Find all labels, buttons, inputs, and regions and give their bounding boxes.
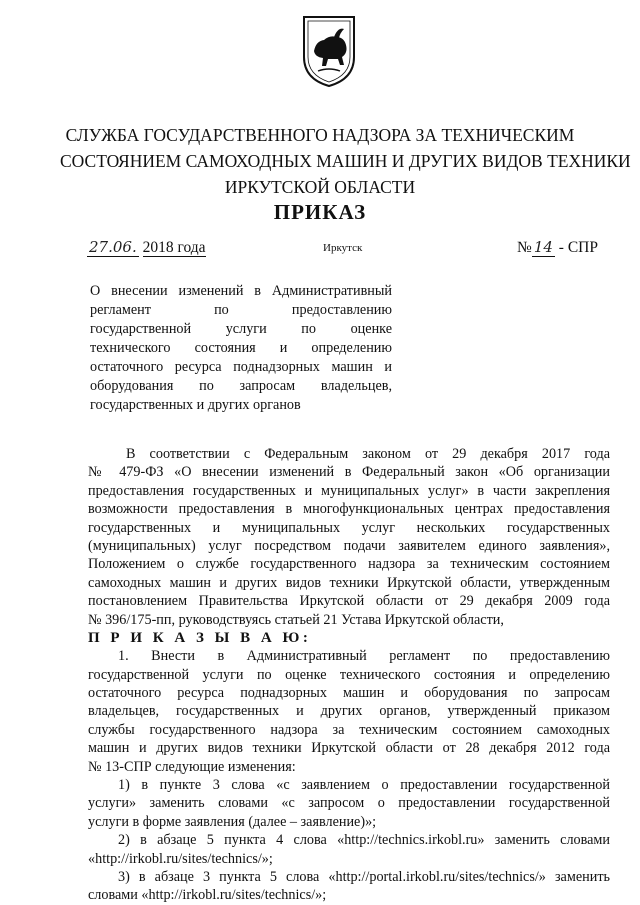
body-line: государственных и муниципальных услуг нескольких государственных (88, 519, 610, 536)
handwritten-date: 27.06. (89, 238, 137, 256)
body-line: предоставления государственных и муниципальных услуг» в части закрепления (88, 482, 610, 499)
agency-line: СОСТОЯНИЕМ САМОХОДНЫХ МАШИН И ДРУГИХ ВИДОВ ТЕХНИКИ (60, 151, 631, 171)
order-line: владельцев, государственных и других органов, утвержденный приказом (88, 703, 610, 720)
agency-line: ИРКУТСКОЙ ОБЛАСТИ (224, 177, 416, 197)
body-line: Положением о службе государственного надзора за техническим состоянием (88, 556, 610, 573)
coat-of-arms-emblem (300, 13, 358, 89)
order-line: 1. Внести в Административный регламент по предоставлению (118, 648, 610, 665)
body-line: № 396/175-пп, руководствуясь статьей 21 Устава Иркутской области, (88, 611, 504, 628)
body-line: возможности предоставления в многофункциональных центрах предоставления (88, 501, 610, 518)
subject-line: государственных и других органов (90, 397, 301, 413)
subject-line: регламент по предоставлению (90, 302, 392, 318)
orders-heading (88, 629, 610, 647)
body-line: самоходных машин и других видов техники Иркутской области, утвержденным (88, 574, 610, 591)
number-prefix: № (517, 239, 532, 256)
order-subject (90, 282, 392, 415)
number-suffix: - СПР (558, 239, 598, 256)
order-line: 3) в абзаце 3 пункта 5 слова «http://portal.irkobl.ru/sites/technics/» заменить (118, 868, 610, 885)
subject-line: остаточного ресурса поднадзорных машин и (90, 359, 392, 375)
order-line: словами «http://irkobl.ru/sites/technics/»; (88, 887, 327, 904)
order-line: службы государственного надзора за техническим состоянием самоходных (88, 721, 610, 738)
subject-line: О внесении изменений в Административный (90, 283, 392, 299)
agency-name (60, 122, 631, 200)
order-line: 2) в абзаце 5 пункта 4 слова «http://technics.irkobl.ru» заменить словами (118, 832, 610, 849)
document-type-title: ПРИКАЗ (273, 200, 367, 224)
body-line: постановлением Правительства Иркутской области от 29 декабря 2009 года (88, 593, 610, 610)
order-line: «http://irkobl.ru/sites/technics/»; (88, 850, 273, 867)
order-line: услуги» заменить словами «с запросом о предоставлении государственной (88, 795, 610, 812)
order-line: № 13-СПР следующие изменения: (88, 758, 296, 775)
subject-line: государственной услуги по оценке (90, 321, 392, 337)
order-line: услуги в форме заявления (далее – заявление)»; (88, 813, 377, 830)
agency-line: СЛУЖБА ГОСУДАРСТВЕННОГО НАДЗОРА ЗА ТЕХНИЧЕСКИМ (65, 125, 575, 145)
order-line: 1) в пункте 3 слова «с заявлением о предоставлении государственной (118, 777, 610, 794)
order-date (87, 238, 206, 257)
order-line: машин и других видов техники Иркутской области от 28 декабря 2012 года (88, 740, 610, 757)
subject-line: технического состояния и определению (90, 340, 392, 356)
body-line: В соответствии с Федеральным законом от 29 декабря 2017 года (126, 446, 610, 462)
handwritten-number: 14 (533, 238, 553, 256)
order-body (88, 445, 610, 905)
order-line: государственной услуги по оценке технического состояния и определению (88, 666, 610, 683)
body-line: (муниципальных) услуг посредством подачи заявителем единого заявления», (88, 537, 610, 554)
body-line: № 479-ФЗ «О внесении изменений в Федеральный закон «Об организации (88, 464, 610, 481)
order-line: остаточного ресурса поднадзорных машин и оборудования по запросам (88, 685, 610, 702)
date-year: 2018 года (142, 239, 206, 256)
subject-line: оборудования по запросам владельцев, (90, 378, 392, 394)
order-number (517, 238, 598, 257)
orders-word: П Р И К А З Ы В А Ю: (88, 629, 312, 646)
city-label: Иркутск (323, 242, 363, 254)
